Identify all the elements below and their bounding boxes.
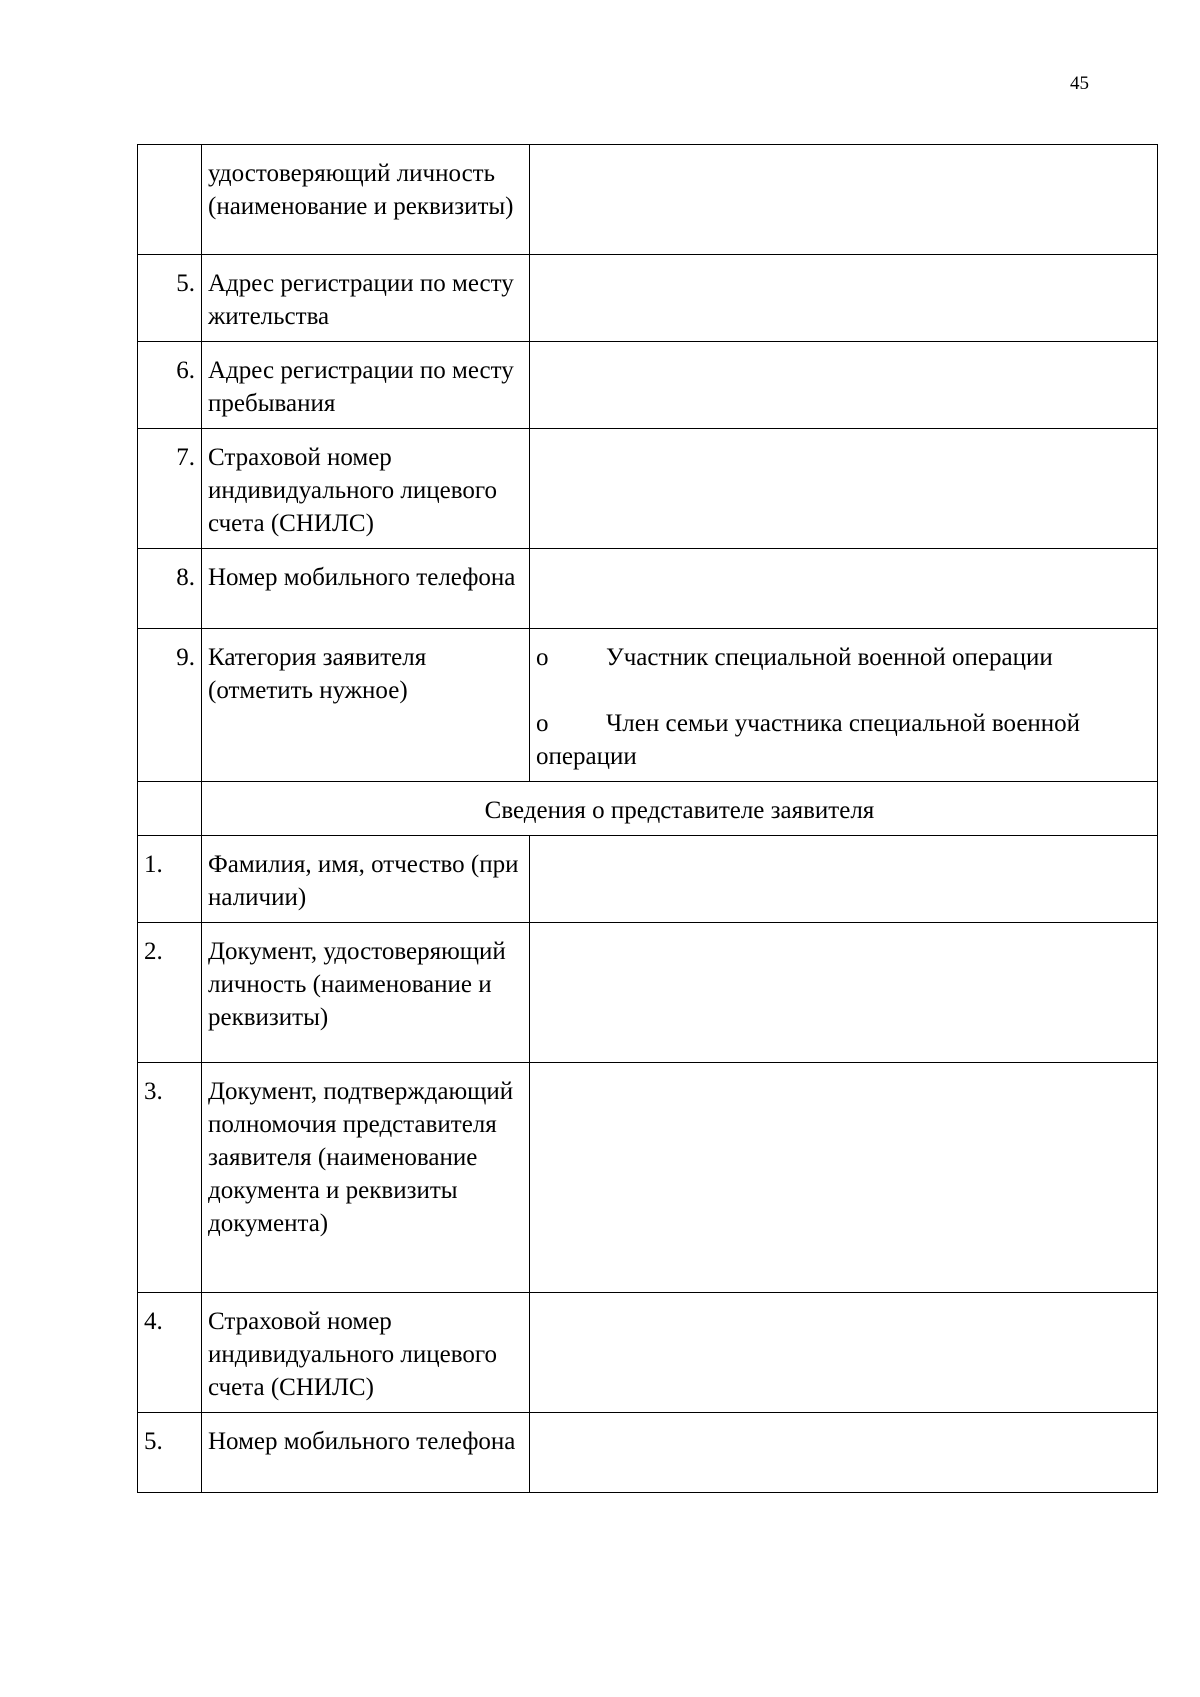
row-value-field[interactable] xyxy=(530,255,1158,342)
page-number: 45 xyxy=(1070,73,1089,94)
category-option-label: Участник специальной военной операции xyxy=(606,644,1053,671)
category-option-family-member[interactable] xyxy=(536,707,1151,773)
row-value-field[interactable] xyxy=(530,836,1158,923)
row-value-field[interactable] xyxy=(530,1293,1158,1413)
row-value-field[interactable] xyxy=(530,429,1158,549)
row-number: 8. xyxy=(138,549,202,629)
section-title: Сведения о представителе заявителя xyxy=(202,782,1158,836)
checkbox-circle-icon[interactable]: o xyxy=(536,710,549,737)
table-row xyxy=(138,342,1158,429)
table-row xyxy=(138,1293,1158,1413)
row-number: 5. xyxy=(138,255,202,342)
applicant-category-options xyxy=(530,629,1158,782)
table-row xyxy=(138,549,1158,629)
row-number xyxy=(138,145,202,255)
row-label: Страховой номер индивидуального лицевого счета (СНИЛС) xyxy=(202,429,530,549)
category-option-participant[interactable] xyxy=(536,641,1151,674)
table-row xyxy=(138,255,1158,342)
row-label: Адрес регистрации по месту жительства xyxy=(202,255,530,342)
category-option-label: Член семьи участника специальной военной операции xyxy=(536,710,1081,770)
row-label: Номер мобильного телефона xyxy=(202,1413,530,1493)
row-number: 7. xyxy=(138,429,202,549)
row-value-field[interactable] xyxy=(530,342,1158,429)
row-number: 3. xyxy=(138,1063,202,1293)
row-label: Адрес регистрации по месту пребывания xyxy=(202,342,530,429)
row-number: 4. xyxy=(138,1293,202,1413)
table-row xyxy=(138,923,1158,1063)
table-row xyxy=(138,1413,1158,1493)
application-form-table xyxy=(137,144,1158,1493)
row-label: Страховой номер индивидуального лицевого счета (СНИЛС) xyxy=(202,1293,530,1413)
table-row xyxy=(138,429,1158,549)
row-label: Документ, удостоверяющий личность (наименование и реквизиты) xyxy=(202,923,530,1063)
row-number: 6. xyxy=(138,342,202,429)
table-row xyxy=(138,145,1158,255)
empty-cell xyxy=(138,782,202,836)
row-number: 5. xyxy=(138,1413,202,1493)
table-row xyxy=(138,836,1158,923)
row-value-field[interactable] xyxy=(530,1413,1158,1493)
table-row xyxy=(138,1063,1158,1293)
row-value-field[interactable] xyxy=(530,1063,1158,1293)
table-row xyxy=(138,629,1158,782)
row-label: Документ, подтверждающий полномочия представителя заявителя (наименование документа и реквизиты документа) xyxy=(202,1063,530,1293)
row-label: Фамилия, имя, отчество (при наличии) xyxy=(202,836,530,923)
checkbox-circle-icon[interactable]: o xyxy=(536,644,549,671)
row-label: Номер мобильного телефона xyxy=(202,549,530,629)
row-number: 1. xyxy=(138,836,202,923)
row-value-field[interactable] xyxy=(530,145,1158,255)
row-value-field[interactable] xyxy=(530,549,1158,629)
row-number: 9. xyxy=(138,629,202,782)
row-number: 2. xyxy=(138,923,202,1063)
section-header-row xyxy=(138,782,1158,836)
row-label: удостоверяющий личность (наименование и реквизиты) xyxy=(202,145,530,255)
row-label: Категория заявителя (отметить нужное) xyxy=(202,629,530,782)
row-value-field[interactable] xyxy=(530,923,1158,1063)
